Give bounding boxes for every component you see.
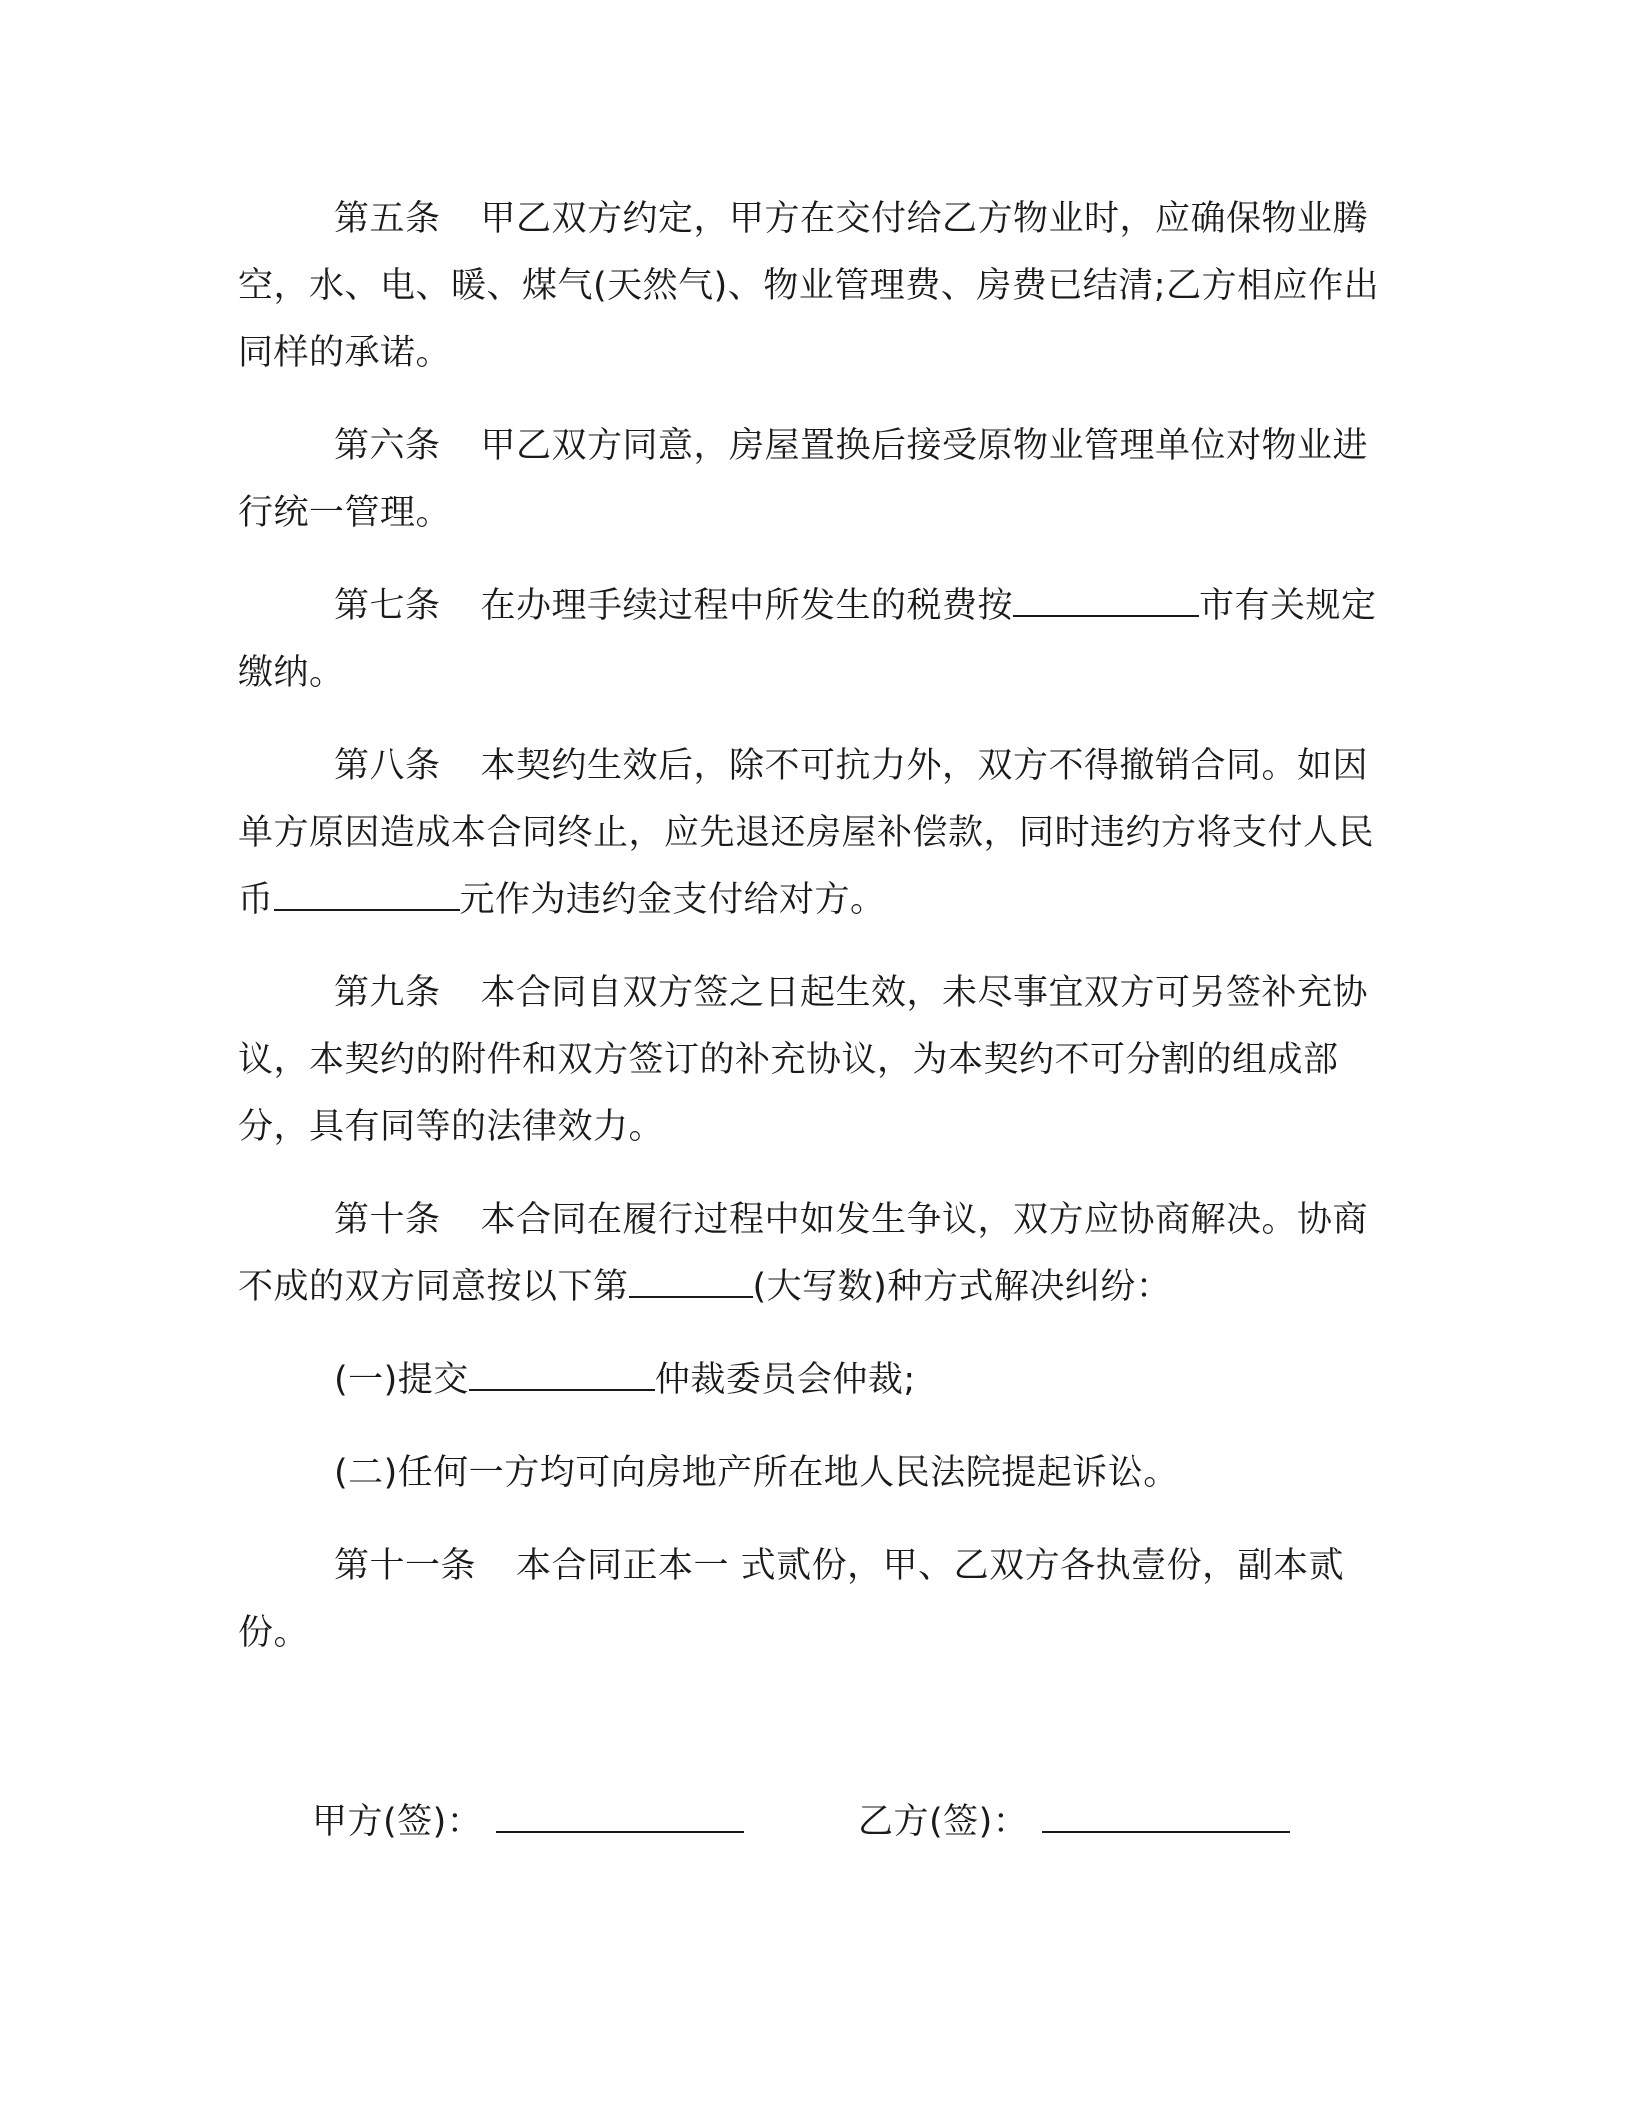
party-b-label: 乙方(签)： — [857, 1802, 1029, 1842]
article-text: (大写数)种方式解决纠纷： — [752, 1267, 1172, 1307]
party-a-signature — [312, 1792, 744, 1852]
article-heading: 第六条 — [334, 426, 441, 466]
option-text: 仲裁委员会仲裁; — [654, 1360, 916, 1400]
option-text: (二)任何一方均可向房地产所在地人民法院提起诉讼。 — [334, 1453, 1179, 1493]
article-heading: 第五条 — [334, 199, 441, 239]
article-text: 本合同正本一 式贰份，甲、乙双方各执壹份，副本贰份。 — [238, 1546, 1345, 1653]
signature-block — [312, 1792, 1312, 1852]
article-text: 本合同在履行过程中如发生争议，双方应协商解决。协商不成的双方同意按以下第 — [238, 1200, 1369, 1307]
article-9 — [238, 960, 1388, 1161]
party-a-signature-line — [496, 1799, 744, 1833]
article-8 — [238, 733, 1388, 934]
party-b-signature — [858, 1792, 1290, 1852]
party-b-signature-line — [1042, 1799, 1290, 1833]
article-heading: 第八条 — [334, 746, 441, 786]
contract-body — [238, 186, 1388, 1693]
article-text: 甲乙双方同意，房屋置换后接受原物业管理单位对物业进行统一管理。 — [238, 426, 1369, 533]
article-heading: 第七条 — [334, 586, 441, 626]
option-2 — [238, 1440, 1388, 1507]
article-11 — [238, 1533, 1388, 1667]
party-a-label: 甲方(签)： — [312, 1802, 483, 1842]
article-text: 本合同自双方签之日起生效，未尽事宜双方可另签补充协议，本契约的附件和双方签订的补充协议，为本契约不可分割的组成部分，具有同等的法律效力。 — [238, 973, 1369, 1147]
article-text: 市有关规定缴纳。 — [238, 586, 1377, 693]
method-number-blank-line — [629, 1264, 753, 1298]
article-7 — [238, 573, 1388, 707]
city-blank-line — [1013, 583, 1199, 617]
article-5 — [238, 186, 1388, 387]
option-1 — [238, 1347, 1388, 1414]
penalty-amount-blank-line — [274, 877, 460, 911]
article-heading: 第十一条 — [334, 1546, 477, 1586]
article-text: 本契约生效后，除不可抗力外，双方不得撤销合同。如因单方原因造成本合同终止，应先退还房屋补偿款，同时违约方将支付人民币 — [238, 746, 1375, 920]
article-text: 在办理手续过程中所发生的税费按 — [480, 586, 1014, 626]
option-text: (一)提交 — [334, 1360, 469, 1400]
arbitration-blank-line — [469, 1357, 655, 1391]
article-6 — [238, 413, 1388, 547]
article-text: 甲乙双方约定，甲方在交付给乙方物业时，应确保物业腾空，水、电、暖、煤气(天然气)、物业管理费、房费已结清;乙方相应作出同样的承诺。 — [238, 199, 1380, 373]
article-heading: 第九条 — [334, 973, 441, 1013]
article-text: 元作为违约金支付给对方。 — [459, 880, 886, 920]
article-10 — [238, 1187, 1388, 1321]
article-heading: 第十条 — [334, 1200, 441, 1240]
